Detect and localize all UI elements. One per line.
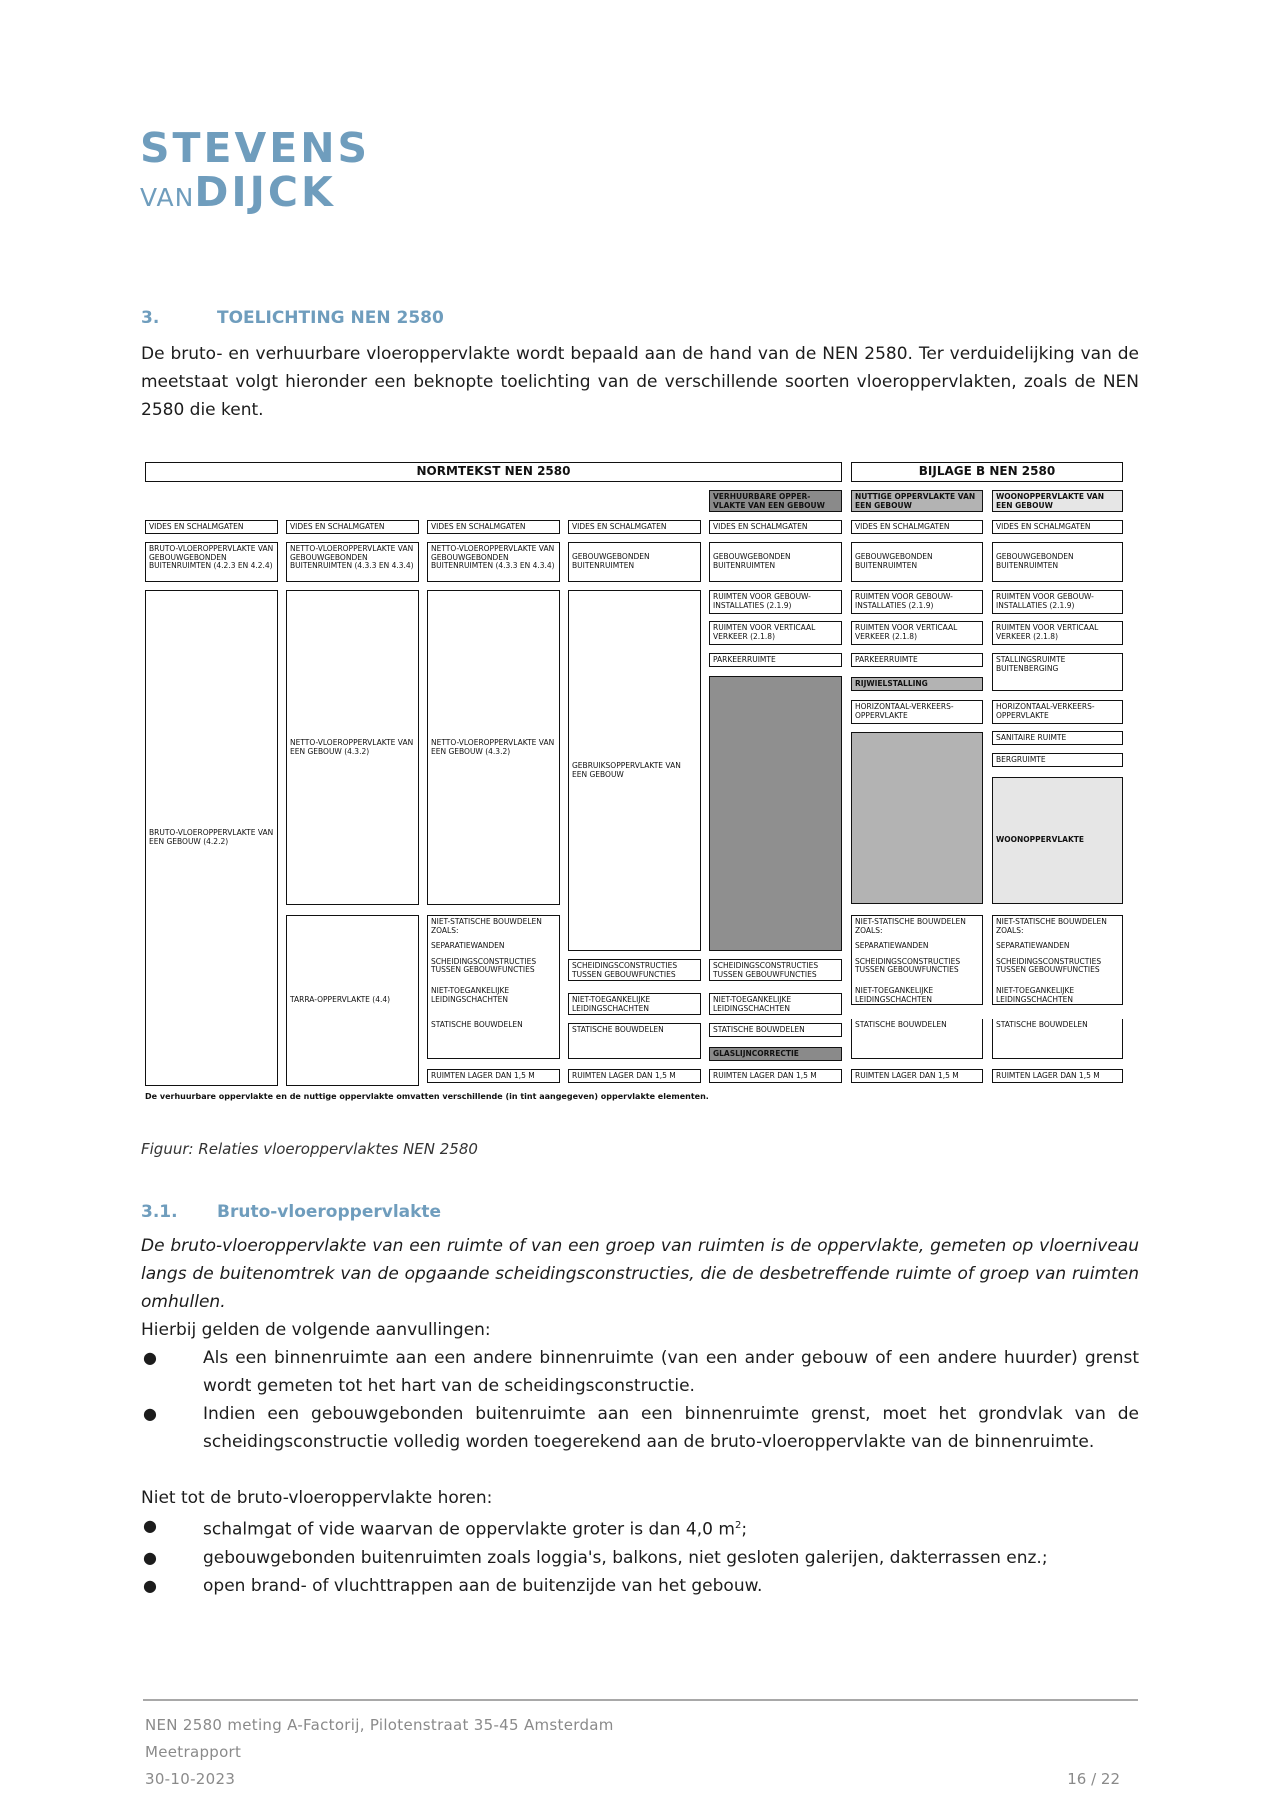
niet-statisch-col7: [992, 915, 1123, 1005]
list-item: [141, 1572, 1139, 1600]
nvo-buitenruimten-col2: NETTO-VLOEROPPERVLAKTE VAN GEBOUWGEBONDEN BUITENRUIMTEN (4.3.3 EN 4.3.4): [286, 542, 419, 582]
niet-list: [141, 1512, 1139, 1600]
woonoppervlakte-top-box: WOONOPPERVLAKTE VAN EEN GEBOUW: [992, 490, 1123, 512]
list-item: [141, 1344, 1139, 1400]
lager-col3: RUIMTEN LAGER DAN 1,5 M: [427, 1069, 560, 1083]
vides-col2: VIDES EN SCHALMGATEN: [286, 520, 419, 534]
niet-toeg-label: NIET-TOEGANKELIJKE LEIDINGSCHACHTEN: [431, 985, 510, 1004]
logo-line-stevens: STEVENS: [140, 124, 371, 172]
vides-col4: VIDES EN SCHALMGATEN: [568, 520, 701, 534]
list-item-text: schalmgat of vide waarvan de oppervlakte groter is dan 4,0 m: [203, 1519, 735, 1540]
gebruiksoppervlakte-box: GEBRUIKSOPPERVLAKTE VAN EEN GEBOUW: [568, 590, 701, 951]
figure-note: De verhuurbare oppervlakte en de nuttige oppervlakte omvatten verschillende (in tint aangegeven) oppervlakte elementen.: [145, 1092, 709, 1101]
gebouwgebonden-col6: GEBOUWGEBONDEN BUITENRUIMTEN: [851, 542, 983, 582]
bullet-icon: ●: [143, 1575, 157, 1595]
list-item: [141, 1512, 1139, 1544]
list-item-text: gebouwgebonden buitenruimten zoals loggia's, balkons, niet gesloten galerijen, dakterrassen enz.;: [203, 1547, 1048, 1568]
statisch-col5: STATISCHE BOUWDELEN: [709, 1023, 842, 1037]
statisch-col6: STATISCHE BOUWDELEN: [851, 1019, 983, 1059]
bullet-icon: ●: [143, 1547, 157, 1567]
section-number: 3.1.: [141, 1202, 178, 1222]
gebouwgebonden-col7: GEBOUWGEBONDEN BUITENRUIMTEN: [992, 542, 1123, 582]
rijwielstalling: RIJWIELSTALLING: [851, 677, 983, 691]
niet-toeg-label: NIET-TOEGANKELIJKE LEIDINGSCHACHTEN: [996, 985, 1075, 1004]
vides-col1: VIDES EN SCHALMGATEN: [145, 520, 278, 534]
footer-project: NEN 2580 meting A-Factorij, Pilotenstraat 35-45 Amsterdam: [145, 1716, 614, 1734]
statisch-col7: STATISCHE BOUWDELEN: [992, 1019, 1123, 1059]
footer-doctype: Meetrapport: [145, 1743, 242, 1761]
installaties-col5: RUIMTEN VOOR GEBOUW- INSTALLATIES (2.1.9): [709, 590, 842, 614]
header-normtekst: NORMTEKST NEN 2580: [145, 462, 842, 482]
gebouwgebonden-col5: GEBOUWGEBONDEN BUITENRUIMTEN: [709, 542, 842, 582]
gebouwgebonden-col4: GEBOUWGEBONDEN BUITENRUIMTEN: [568, 542, 701, 582]
vides-col6: VIDES EN SCHALMGATEN: [851, 520, 983, 534]
verticaal-col5: RUIMTEN VOOR VERTICAAL VERKEER (2.1.8): [709, 621, 842, 645]
bullet-icon: ●: [143, 1348, 157, 1367]
figure-caption: Figuur: Relaties vloeroppervlaktes NEN 2580: [141, 1140, 478, 1158]
scheiding-col5: SCHEIDINGSCONSTRUCTIES TUSSEN GEBOUWFUNCTIES: [709, 959, 842, 981]
horizontaal-col6: HORIZONTAAL-VERKEERS- OPPERVLAKTE: [851, 700, 983, 724]
list-item-text: Als een binnenruimte aan een andere binnenruimte (van een ander gebouw of een andere huurder) grenst wordt gemeten tot het hart van de scheidingsconstructie.: [203, 1348, 1139, 1396]
bullet-icon: ●: [143, 1516, 157, 1535]
header-bijlage-b: BIJLAGE B NEN 2580: [851, 462, 1123, 482]
page-number: 16 / 22: [1067, 1770, 1120, 1788]
footer-date: 30-10-2023: [145, 1770, 236, 1788]
woonoppervlakte-block: WOONOPPERVLAKTE: [992, 777, 1123, 904]
niet-intro: Niet tot de bruto-vloeroppervlakte horen:: [141, 1488, 493, 1508]
scheiding-label: SCHEIDINGSCONSTRUCTIES TUSSEN GEBOUWFUNCTIES: [431, 956, 537, 975]
nuttige-oppervlakte-box: NUTTIGE OPPERVLAKTE VAN EEN GEBOUW: [851, 490, 983, 512]
installaties-col6: RUIMTEN VOOR GEBOUW- INSTALLATIES (2.1.9): [851, 590, 983, 614]
tarra-oppervlakte: TARRA-OPPERVLAKTE (4.4): [286, 915, 419, 1086]
statisch-col4: STATISCHE BOUWDELEN: [568, 1023, 701, 1059]
vides-col3: VIDES EN SCHALMGATEN: [427, 520, 560, 534]
niet-statisch-col6: [851, 915, 983, 1005]
parkeer-col6: PARKEERRUIMTE: [851, 653, 983, 667]
list-item: [141, 1544, 1139, 1572]
nvo-gebouw-col2: NETTO-VLOEROPPERVLAKTE VAN EEN GEBOUW (4.3.2): [286, 590, 419, 905]
scheiding-label: SCHEIDINGSCONSTRUCTIES TUSSEN GEBOUWFUNCTIES: [996, 956, 1102, 975]
logo-dijck: DIJCK: [194, 168, 336, 216]
scheiding-label: SCHEIDINGSCONSTRUCTIES TUSSEN GEBOUWFUNCTIES: [855, 956, 961, 975]
lager-col4: RUIMTEN LAGER DAN 1,5 M: [568, 1069, 701, 1083]
section-number: 3.: [141, 308, 160, 328]
verticaal-col6: RUIMTEN VOOR VERTICAAL VERKEER (2.1.8): [851, 621, 983, 645]
bvo-gebouw-box: BRUTO-VLOEROPPERVLAKTE VAN EEN GEBOUW (4.2.2): [145, 590, 278, 1086]
installaties-col7: RUIMTEN VOOR GEBOUW- INSTALLATIES (2.1.9): [992, 590, 1123, 614]
sanitaire-ruimte: SANITAIRE RUIMTE: [992, 731, 1123, 745]
list-item-text: open brand- of vluchttrappen aan de buitenzijde van het gebouw.: [203, 1575, 763, 1596]
aanvullingen-list: [141, 1344, 1139, 1456]
bergruimte: BERGRUIMTE: [992, 753, 1123, 767]
list-item-suffix: ;: [741, 1519, 748, 1540]
nvo-gebouw-col3: NETTO-VLOEROPPERVLAKTE VAN EEN GEBOUW (4.3.2): [427, 590, 560, 905]
list-item-text: Indien een gebouwgebonden buitenruimte aan een binnenruimte grenst, moet het grondvlak van de scheidingsconstructie volledig worden toegerekend aan de bruto-vloeroppervlakte van de binnenruimte.: [203, 1404, 1139, 1452]
niet-toeg-label: NIET-TOEGANKELIJKE LEIDINGSCHACHTEN: [855, 985, 934, 1004]
section-title: Bruto-vloeroppervlakte: [217, 1202, 442, 1222]
verhuurbaar-grey-block: [709, 676, 842, 951]
vides-col7: VIDES EN SCHALMGATEN: [992, 520, 1123, 534]
lager-col6: RUIMTEN LAGER DAN 1,5 M: [851, 1069, 983, 1083]
nuttige-grey-block: [851, 732, 983, 904]
bvo-buitenruimten: BRUTO-VLOEROPPERVLAKTE VAN GEBOUWGEBONDEN BUITENRUIMTEN (4.2.3 EN 4.2.4): [145, 542, 278, 582]
niet-statisch-label: NIET-STATISCHE BOUWDELEN ZOALS:: [431, 917, 542, 935]
lager-col7: RUIMTEN LAGER DAN 1,5 M: [992, 1069, 1123, 1083]
list-item: [141, 1400, 1139, 1456]
bullet-icon: ●: [143, 1404, 157, 1423]
statisch-col3: STATISCHE BOUWDELEN: [427, 1019, 560, 1059]
aanvullingen-intro: Hierbij gelden de volgende aanvullingen:: [141, 1320, 491, 1340]
verhuurbare-oppervlakte-box: VERHUURBARE OPPER- VLAKTE VAN EEN GEBOUW: [709, 490, 842, 512]
superscript: 2: [734, 1520, 742, 1531]
section-3-intro: De bruto- en verhuurbare vloeroppervlakte wordt bepaald aan de hand van de NEN 2580. Ter verduidelijking van de meetstaat volgt hieronder een beknopte toelichting van de verschillende soorten vloeroppervlakten, zoals de NEN 2580 die kent.: [141, 344, 1139, 420]
bvo-definition: De bruto-vloeroppervlakte van een ruimte of van een groep van ruimten is de oppervlakte, gemeten op vloerniveau langs de buitenomtrek van de opgaande scheidingsconstructies, die de desbetreffende ruimte of groep van ruimten omhullen.: [141, 1236, 1139, 1312]
verticaal-col7: RUIMTEN VOOR VERTICAAL VERKEER (2.1.8): [992, 621, 1123, 645]
separatie-label: SEPARATIEWANDEN: [431, 941, 505, 951]
logo-van: VAN: [140, 183, 195, 212]
horizontaal-col7: HORIZONTAAL-VERKEERS- OPPERVLAKTE: [992, 700, 1123, 724]
niet-statisch-label: NIET-STATISCHE BOUWDELEN ZOALS:: [996, 917, 1107, 935]
scheiding-col4: SCHEIDINGSCONSTRUCTIES TUSSEN GEBOUWFUNCTIES: [568, 959, 701, 981]
niet-statisch-col3: [427, 915, 560, 1035]
footer-divider: [143, 1699, 1138, 1701]
nvo-buitenruimten-col3: NETTO-VLOEROPPERVLAKTE VAN GEBOUWGEBONDEN BUITENRUIMTEN (4.3.3 EN 4.3.4): [427, 542, 560, 582]
parkeer-col5: PARKEERRUIMTE: [709, 653, 842, 667]
niet-toeg-col4: NIET-TOEGANKELIJKE LEIDINGSCHACHTEN: [568, 993, 701, 1015]
section-title: TOELICHTING NEN 2580: [217, 308, 444, 328]
glaslijncorrectie: GLASLIJNCORRECTIE: [709, 1047, 842, 1061]
stallingsruimte: STALLINGSRUIMTE BUITENBERGING: [992, 653, 1123, 691]
niet-toeg-col5: NIET-TOEGANKELIJKE LEIDINGSCHACHTEN: [709, 993, 842, 1015]
lager-col5: RUIMTEN LAGER DAN 1,5 M: [709, 1069, 842, 1083]
vides-col5: VIDES EN SCHALMGATEN: [709, 520, 842, 534]
separatie-label: SEPARATIEWANDEN: [855, 941, 929, 951]
niet-statisch-label: NIET-STATISCHE BOUWDELEN ZOALS:: [855, 917, 966, 935]
separatie-label: SEPARATIEWANDEN: [996, 941, 1070, 951]
